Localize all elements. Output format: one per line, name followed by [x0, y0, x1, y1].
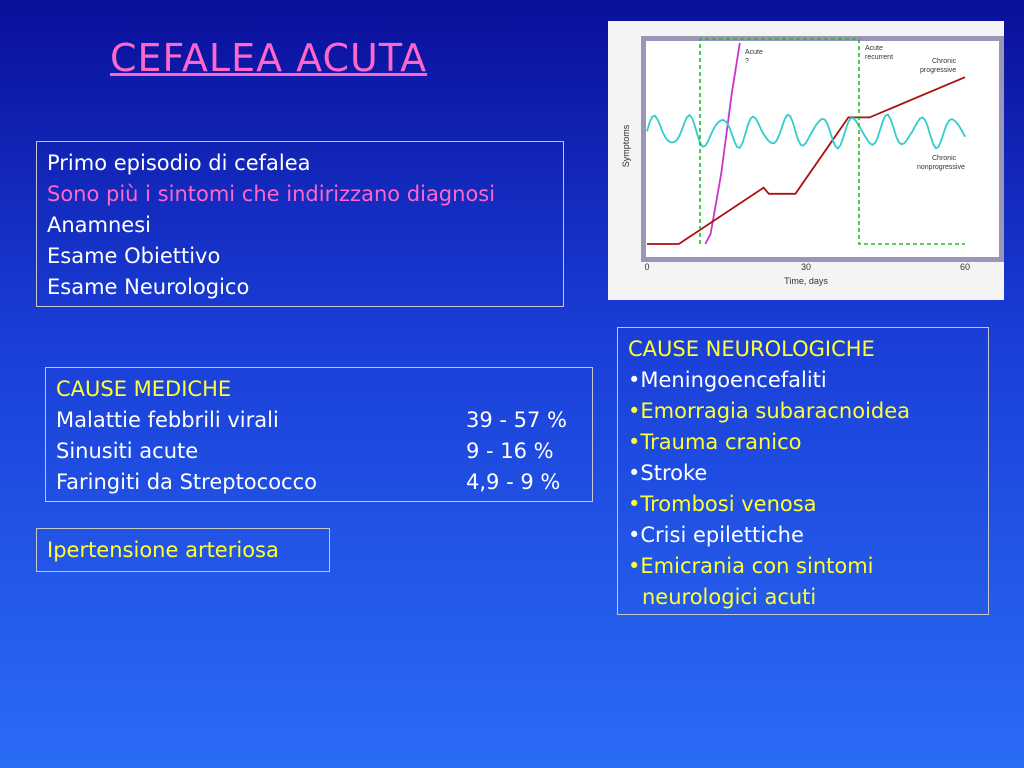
slide-title: CEFALEA ACUTA: [110, 36, 428, 80]
annotation-label: Chronic: [932, 58, 957, 65]
medical-cause-label: Sinusiti acute: [56, 439, 199, 463]
medical-cause-row: [56, 436, 582, 467]
neuro-causes-box: [617, 327, 989, 615]
medical-cause-value: 4,9 - 9 %: [466, 470, 561, 494]
annotation-label: ?: [745, 58, 749, 65]
neuro-cause-item: •Meningoencefaliti: [628, 368, 827, 392]
medical-cause-value: 9 - 16 %: [466, 439, 554, 463]
neuro-cause-item: •Emorragia subaracnoidea: [628, 399, 911, 423]
medical-cause-value: 39 - 57 %: [466, 408, 568, 432]
medical-cause-row: [56, 405, 582, 436]
symptoms-chart-svg: [608, 21, 1004, 300]
annotation-label: recurrent: [865, 54, 894, 61]
intro-line: Anamnesi: [47, 213, 152, 237]
intro-line: Esame Neurologico: [47, 275, 250, 299]
annotation-label: Chronic: [932, 155, 957, 162]
annotation-label: Acute: [745, 49, 763, 56]
x-tick-label: 30: [800, 262, 812, 272]
x-tick-label: 0: [644, 262, 650, 272]
hypertension-box: [36, 528, 330, 572]
x-axis-label: Time, days: [784, 276, 828, 286]
neuro-cause-item: •Emicrania con sintomi: [628, 554, 874, 578]
medical-cause-row: [56, 467, 582, 498]
medical-causes-heading: CAUSE MEDICHE: [56, 377, 232, 401]
neuro-cause-item: neurologici acuti: [642, 585, 817, 609]
intro-line: Primo episodio di cefalea: [47, 151, 311, 175]
neuro-cause-item: •Crisi epilettiche: [628, 523, 804, 547]
hypertension-text: Ipertensione arteriosa: [47, 538, 279, 562]
symptoms-chart: [608, 21, 1004, 300]
neuro-causes-heading: CAUSE NEUROLOGICHE: [628, 337, 875, 361]
annotation-label: Acute: [865, 45, 883, 52]
annotation-label: nonprogressive: [917, 164, 965, 171]
x-tick-label: 60: [959, 262, 971, 272]
neuro-cause-item: •Stroke: [628, 461, 708, 485]
medical-cause-label: Malattie febbrili virali: [56, 408, 279, 432]
intro-line: Esame Obiettivo: [47, 244, 221, 268]
y-axis-label: Symptoms: [621, 124, 631, 168]
medical-cause-label: Faringiti da Streptococco: [56, 470, 317, 494]
intro-box: [36, 141, 564, 307]
intro-line: Sono più i sintomi che indirizzano diagnosi: [47, 182, 496, 206]
neuro-cause-item: •Trombosi venosa: [628, 492, 817, 516]
annotation-label: progressive: [920, 67, 957, 74]
neuro-cause-item: •Trauma cranico: [628, 430, 802, 454]
medical-causes-box: [45, 367, 593, 502]
